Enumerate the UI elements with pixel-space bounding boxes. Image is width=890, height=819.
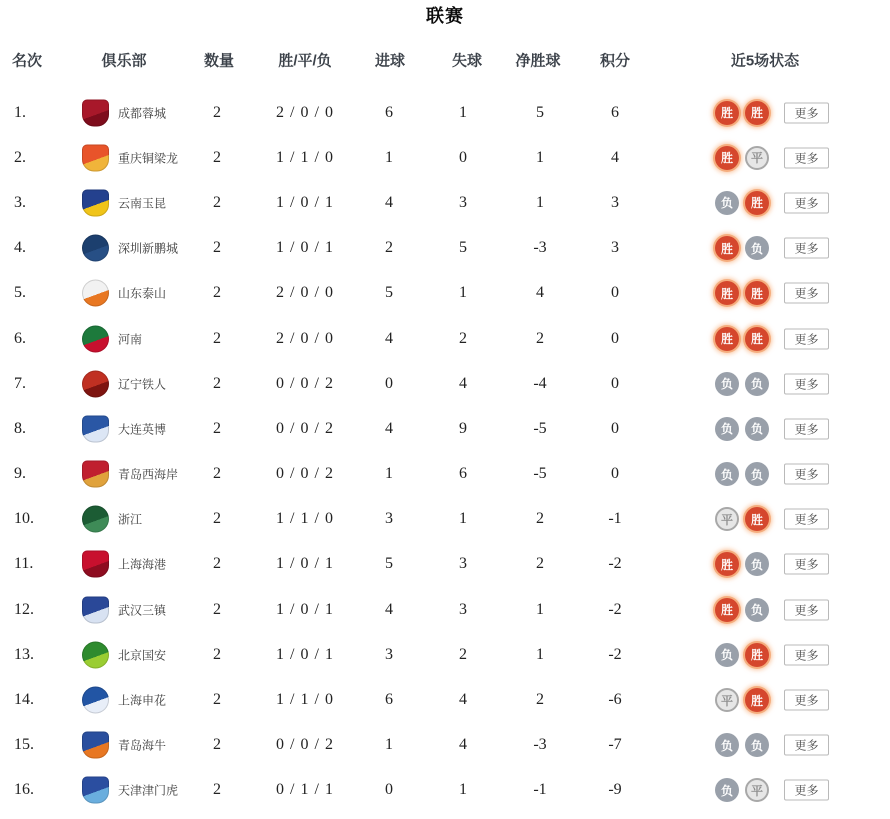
wdl-cell: 0 / 0 / 2 (276, 465, 334, 483)
more-button[interactable]: 更多 (784, 283, 829, 304)
club-logo (82, 325, 109, 352)
points-cell: -9 (608, 781, 622, 799)
goal-diff-cell: 1 (536, 645, 544, 663)
wdl-cell: 1 / 0 / 1 (276, 555, 334, 573)
goal-diff-cell: -5 (533, 419, 547, 437)
more-button[interactable]: 更多 (784, 554, 829, 575)
table-row (0, 587, 890, 632)
goals-for-cell: 4 (385, 419, 393, 437)
played-cell: 2 (213, 691, 221, 709)
played-cell: 2 (213, 510, 221, 528)
more-button[interactable]: 更多 (784, 238, 829, 259)
page-title: 联赛 (426, 6, 464, 26)
points-cell: 0 (611, 374, 619, 392)
club-name: 河南 (118, 332, 143, 347)
table-row (0, 135, 890, 180)
more-button[interactable]: 更多 (784, 147, 829, 168)
goals-for-cell: 5 (385, 284, 393, 302)
wdl-cell: 1 / 0 / 1 (276, 239, 334, 257)
column-header-goals-for: 进球 (374, 52, 405, 70)
recent-badges (706, 327, 778, 351)
more-button[interactable]: 更多 (784, 373, 829, 394)
club-logo (82, 235, 109, 262)
club-name: 云南玉昆 (118, 196, 167, 211)
goals-against-cell: 4 (459, 374, 467, 392)
result-badge-loss: 负 (715, 733, 739, 757)
recent-badges (706, 462, 778, 486)
club-logo (82, 461, 109, 488)
points-cell: -2 (608, 600, 622, 618)
club-name: 北京国安 (118, 648, 167, 663)
recent-badges (706, 688, 778, 712)
result-badge-draw: 平 (715, 688, 739, 712)
club-logo (82, 641, 109, 668)
rank-cell: 7. (14, 374, 26, 392)
goals-for-cell: 4 (385, 193, 393, 211)
played-cell: 2 (213, 465, 221, 483)
club-logo (82, 370, 109, 397)
rank-cell: 4. (14, 239, 26, 257)
goal-diff-cell: 1 (536, 600, 544, 618)
points-cell: 0 (611, 284, 619, 302)
more-button[interactable]: 更多 (784, 599, 829, 620)
result-badge-win: 胜 (745, 643, 769, 667)
recent-badges (706, 552, 778, 576)
goal-diff-cell: 2 (536, 555, 544, 573)
recent-badges (706, 101, 778, 125)
recent-badges (706, 372, 778, 396)
wdl-cell: 2 / 0 / 0 (276, 329, 334, 347)
column-header-points: 积分 (599, 52, 630, 70)
result-badge-win: 胜 (715, 281, 739, 305)
goals-against-cell: 3 (459, 600, 467, 618)
result-badge-draw: 平 (715, 507, 739, 531)
goals-for-cell: 2 (385, 239, 393, 257)
result-badge-win: 胜 (745, 507, 769, 531)
recent-badges (706, 643, 778, 667)
rank-cell: 6. (14, 329, 26, 347)
goal-diff-cell: 5 (536, 103, 544, 121)
table-row (0, 180, 890, 225)
result-badge-loss: 负 (715, 417, 739, 441)
column-header-played: 数量 (203, 52, 234, 70)
wdl-cell: 1 / 1 / 0 (276, 691, 334, 709)
column-header-goal-diff: 净胜球 (515, 52, 561, 70)
goal-diff-cell: 4 (536, 284, 544, 302)
goal-diff-cell: -3 (533, 239, 547, 257)
result-badge-loss: 负 (745, 552, 769, 576)
rank-cell: 11. (14, 555, 34, 573)
wdl-cell: 1 / 0 / 1 (276, 645, 334, 663)
column-header-recent-form: 近5场状态 (730, 52, 800, 70)
club-logo (82, 551, 109, 578)
club-logo (82, 189, 109, 216)
recent-badges (706, 146, 778, 170)
recent-badges (706, 281, 778, 305)
table-row (0, 632, 890, 677)
result-badge-win: 胜 (745, 281, 769, 305)
recent-badges (706, 733, 778, 757)
rank-cell: 16. (14, 781, 34, 799)
played-cell: 2 (213, 374, 221, 392)
goal-diff-cell: 2 (536, 510, 544, 528)
points-cell: 0 (611, 465, 619, 483)
table-row (0, 677, 890, 722)
points-cell: -2 (608, 645, 622, 663)
played-cell: 2 (213, 148, 221, 166)
goal-diff-cell: 1 (536, 148, 544, 166)
club-logo (82, 732, 109, 759)
more-button[interactable]: 更多 (784, 644, 829, 665)
recent-badges (706, 236, 778, 260)
wdl-cell: 2 / 0 / 0 (276, 103, 334, 121)
table-row (0, 90, 890, 135)
goal-diff-cell: 2 (536, 329, 544, 347)
played-cell: 2 (213, 645, 221, 663)
goals-against-cell: 1 (459, 781, 467, 799)
points-cell: -1 (608, 510, 622, 528)
goals-against-cell: 1 (459, 103, 467, 121)
rank-cell: 1. (14, 103, 26, 121)
table-row (0, 723, 890, 768)
goal-diff-cell: 1 (536, 193, 544, 211)
more-button[interactable]: 更多 (784, 780, 829, 801)
rank-cell: 14. (14, 691, 34, 709)
result-badge-win: 胜 (715, 236, 739, 260)
table-rows (0, 90, 890, 813)
points-cell: 0 (611, 419, 619, 437)
table-row (0, 226, 890, 271)
goal-diff-cell: -5 (533, 465, 547, 483)
goals-against-cell: 1 (459, 284, 467, 302)
more-button[interactable]: 更多 (784, 509, 829, 530)
table-row (0, 406, 890, 451)
points-cell: 3 (611, 193, 619, 211)
goals-for-cell: 3 (385, 645, 393, 663)
club-name: 重庆铜梁龙 (118, 151, 179, 166)
wdl-cell: 1 / 1 / 0 (276, 510, 334, 528)
goals-for-cell: 1 (385, 736, 393, 754)
result-badge-loss: 负 (745, 462, 769, 486)
club-name: 辽宁铁人 (118, 377, 167, 392)
club-name: 大连英博 (118, 422, 167, 437)
table-row (0, 452, 890, 497)
goals-for-cell: 4 (385, 329, 393, 347)
points-cell: -7 (608, 736, 622, 754)
points-cell: -2 (608, 555, 622, 573)
wdl-cell: 0 / 1 / 1 (276, 781, 334, 799)
column-header-rank: 名次 (12, 52, 43, 70)
more-button[interactable]: 更多 (784, 192, 829, 213)
goals-against-cell: 4 (459, 736, 467, 754)
played-cell: 2 (213, 736, 221, 754)
played-cell: 2 (213, 193, 221, 211)
goal-diff-cell: -3 (533, 736, 547, 754)
table-row (0, 316, 890, 361)
goals-against-cell: 3 (459, 193, 467, 211)
wdl-cell: 0 / 0 / 2 (276, 374, 334, 392)
column-header-wdl: 胜/平/负 (278, 52, 332, 70)
club-logo (82, 777, 109, 804)
club-name: 青岛海牛 (118, 738, 167, 753)
club-name: 浙江 (118, 512, 143, 527)
club-logo (82, 99, 109, 126)
table-row (0, 768, 890, 813)
result-badge-win: 胜 (715, 598, 739, 622)
club-logo (82, 596, 109, 623)
rank-cell: 15. (14, 736, 34, 754)
goal-diff-cell: 2 (536, 691, 544, 709)
result-badge-loss: 负 (745, 372, 769, 396)
rank-cell: 2. (14, 148, 26, 166)
result-badge-win: 胜 (745, 101, 769, 125)
goals-for-cell: 6 (385, 103, 393, 121)
result-badge-loss: 负 (715, 372, 739, 396)
more-button[interactable]: 更多 (784, 464, 829, 485)
more-button[interactable]: 更多 (784, 735, 829, 756)
wdl-cell: 1 / 0 / 1 (276, 600, 334, 618)
club-name: 天津津门虎 (118, 783, 179, 798)
points-cell: 6 (611, 103, 619, 121)
result-badge-win: 胜 (715, 146, 739, 170)
rank-cell: 3. (14, 193, 26, 211)
club-logo (82, 144, 109, 171)
column-header-club: 俱乐部 (101, 52, 147, 70)
points-cell: 4 (611, 148, 619, 166)
rank-cell: 12. (14, 600, 34, 618)
table-header-row (0, 44, 890, 76)
result-badge-loss: 负 (745, 417, 769, 441)
played-cell: 2 (213, 600, 221, 618)
rank-cell: 10. (14, 510, 34, 528)
goals-for-cell: 4 (385, 600, 393, 618)
recent-badges (706, 507, 778, 531)
goals-against-cell: 3 (459, 555, 467, 573)
result-badge-loss: 负 (745, 733, 769, 757)
result-badge-loss: 负 (715, 778, 739, 802)
table-row (0, 271, 890, 316)
rank-cell: 8. (14, 419, 26, 437)
more-button[interactable]: 更多 (784, 328, 829, 349)
wdl-cell: 0 / 0 / 2 (276, 736, 334, 754)
more-button[interactable]: 更多 (784, 690, 829, 711)
recent-badges (706, 598, 778, 622)
result-badge-draw: 平 (745, 146, 769, 170)
club-name: 上海申花 (118, 693, 167, 708)
goals-for-cell: 0 (385, 781, 393, 799)
rank-cell: 5. (14, 284, 26, 302)
result-badge-win: 胜 (715, 327, 739, 351)
club-name: 上海海港 (118, 557, 167, 572)
goals-for-cell: 1 (385, 148, 393, 166)
more-button[interactable]: 更多 (784, 418, 829, 439)
club-logo (82, 280, 109, 307)
goal-diff-cell: -1 (533, 781, 547, 799)
played-cell: 2 (213, 329, 221, 347)
goals-against-cell: 0 (459, 148, 467, 166)
recent-badges (706, 191, 778, 215)
rank-cell: 13. (14, 645, 34, 663)
club-name: 武汉三镇 (118, 603, 167, 618)
club-name: 深圳新鹏城 (118, 241, 179, 256)
goals-for-cell: 6 (385, 691, 393, 709)
goals-against-cell: 6 (459, 465, 467, 483)
result-badge-draw: 平 (745, 778, 769, 802)
result-badge-loss: 负 (745, 598, 769, 622)
club-logo (82, 415, 109, 442)
points-cell: 3 (611, 239, 619, 257)
played-cell: 2 (213, 555, 221, 573)
points-cell: 0 (611, 329, 619, 347)
column-header-goals-against: 失球 (451, 52, 482, 70)
goals-against-cell: 1 (459, 510, 467, 528)
rank-cell: 9. (14, 465, 26, 483)
result-badge-win: 胜 (745, 688, 769, 712)
table-row (0, 361, 890, 406)
recent-badges (706, 778, 778, 802)
result-badge-win: 胜 (715, 552, 739, 576)
goals-against-cell: 2 (459, 329, 467, 347)
goals-against-cell: 9 (459, 419, 467, 437)
table-row (0, 497, 890, 542)
wdl-cell: 1 / 1 / 0 (276, 148, 334, 166)
played-cell: 2 (213, 103, 221, 121)
result-badge-loss: 负 (715, 191, 739, 215)
result-badge-win: 胜 (745, 191, 769, 215)
club-name: 成都蓉城 (118, 106, 167, 121)
club-logo (82, 687, 109, 714)
result-badge-loss: 负 (715, 643, 739, 667)
goals-against-cell: 2 (459, 645, 467, 663)
wdl-cell: 2 / 0 / 0 (276, 284, 334, 302)
result-badge-win: 胜 (745, 327, 769, 351)
goals-against-cell: 4 (459, 691, 467, 709)
more-button[interactable]: 更多 (784, 102, 829, 123)
club-name: 山东泰山 (118, 286, 167, 301)
goal-diff-cell: -4 (533, 374, 547, 392)
club-logo (82, 506, 109, 533)
goals-against-cell: 5 (459, 239, 467, 257)
goals-for-cell: 5 (385, 555, 393, 573)
goals-for-cell: 0 (385, 374, 393, 392)
result-badge-loss: 负 (745, 236, 769, 260)
recent-badges (706, 417, 778, 441)
result-badge-loss: 负 (715, 462, 739, 486)
goals-for-cell: 3 (385, 510, 393, 528)
wdl-cell: 1 / 0 / 1 (276, 193, 334, 211)
points-cell: -6 (608, 691, 622, 709)
played-cell: 2 (213, 419, 221, 437)
played-cell: 2 (213, 284, 221, 302)
wdl-cell: 0 / 0 / 2 (276, 419, 334, 437)
result-badge-win: 胜 (715, 101, 739, 125)
goals-for-cell: 1 (385, 465, 393, 483)
table-row (0, 542, 890, 587)
played-cell: 2 (213, 781, 221, 799)
played-cell: 2 (213, 239, 221, 257)
club-name: 青岛西海岸 (118, 467, 179, 482)
